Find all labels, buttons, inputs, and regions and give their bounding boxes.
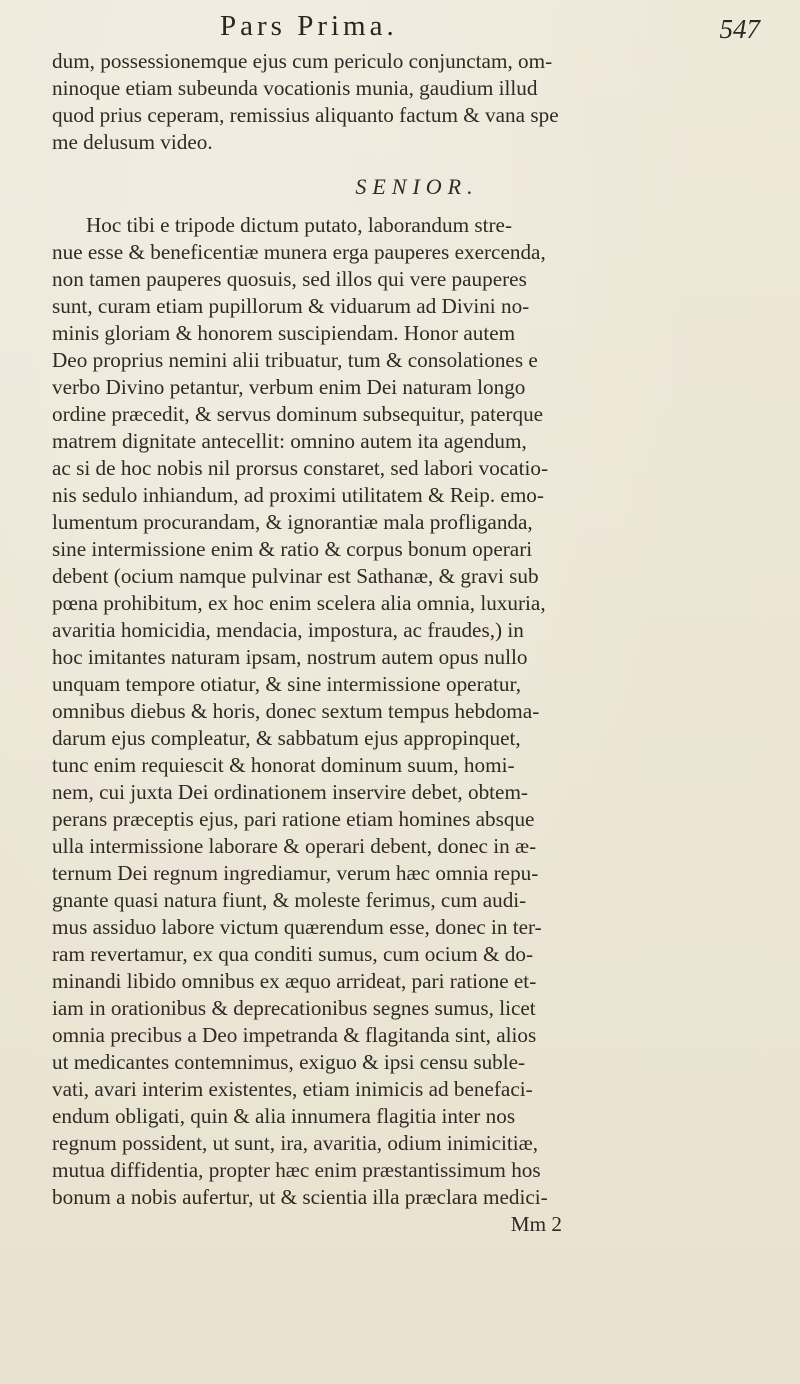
text-line: nis sedulo inhiandum, ad proximi utilitatem & Reip. emo-: [52, 483, 544, 507]
text-line: non tamen pauperes quosuis, sed illos qui vere pauperes: [52, 267, 527, 291]
text-line: Deo proprius nemini alii tribuatur, tum & consolationes e: [52, 348, 538, 372]
text-line: vati, avari interim existentes, etiam inimicis ad benefaci-: [52, 1077, 533, 1101]
text-line: minandi libido omnibus ex æquo arrideat, pari ratione et-: [52, 969, 537, 993]
running-head: [60, 10, 760, 50]
text-line: sunt, curam etiam pupillorum & viduarum ad Divini no-: [52, 294, 530, 318]
text-line: avaritia homicidia, mendacia, impostura, ac fraudes,) in: [52, 618, 524, 642]
text-line: gnante quasi natura fiunt, & moleste ferimus, cum audi-: [52, 888, 527, 912]
text-line: pœna prohibitum, ex hoc enim scelera alia omnia, luxuria,: [52, 591, 546, 615]
text-line: ordine præcedit, & servus dominum subsequitur, paterque: [52, 402, 544, 426]
text-line: iam in orationibus & deprecationibus segnes sumus, licet: [52, 996, 536, 1020]
text-line: ninoque etiam subeunda vocationis munia, gaudium illud: [52, 76, 538, 100]
text-line: unquam tempore otiatur, & sine intermissione operatur,: [52, 672, 522, 696]
text-line: me delusum video.: [52, 130, 213, 154]
text-line: ram revertamur, ex qua conditi sumus, cum ocium & do-: [52, 942, 534, 966]
text-line: quod prius ceperam, remissius aliquanto factum & vana spe: [52, 103, 559, 127]
text-line: nem, cui juxta Dei ordinationem inservire debet, obtem-: [52, 780, 528, 804]
text-line: minis gloriam & honorem suscipiendam. Honor autem: [52, 321, 516, 345]
text-block: [52, 48, 762, 1238]
text-line: lumentum procurandam, & ignorantiæ mala profliganda,: [52, 510, 533, 534]
speaker-heading: SENIOR.: [355, 174, 479, 199]
text-line: verbo Divino petantur, verbum enim Dei naturam longo: [52, 375, 526, 399]
text-line: sine intermissione enim & ratio & corpus bonum operari: [52, 537, 533, 561]
paragraph-continuation: [52, 48, 762, 156]
text-line: ternum Dei regnum ingrediamur, verum hæc omnia repu-: [52, 861, 539, 885]
signature-mark: Mm 2: [510, 1212, 562, 1236]
text-line: nue esse & beneficentiæ munera erga pauperes exercenda,: [52, 240, 546, 264]
text-line: regnum possident, ut sunt, ira, avaritia, odium inimicitiæ,: [52, 1131, 539, 1155]
text-line: endum obligati, quin & alia innumera flagitia inter nos: [52, 1104, 516, 1128]
text-line: darum ejus compleatur, & sabbatum ejus appropinquet,: [52, 726, 521, 750]
text-line: perans præceptis ejus, pari ratione etiam homines absque: [52, 807, 535, 831]
paragraph-senior: [52, 212, 762, 1211]
text-line: bonum a nobis aufertur, ut & scientia illa præclara medici-: [52, 1185, 548, 1209]
text-line: hoc imitantes naturam ipsam, nostrum autem opus nullo: [52, 645, 528, 669]
text-line: dum, possessionemque ejus cum periculo conjunctam, om-: [52, 49, 553, 73]
text-line: omnibus diebus & horis, donec sextum tempus hebdoma-: [52, 699, 540, 723]
text-line: Hoc tibi e tripode dictum putato, laborandum stre-: [86, 213, 512, 237]
text-line: ac si de hoc nobis nil prorsus constaret, sed labori vocatio-: [52, 456, 549, 480]
text-line: ulla intermissione laborare & operari debent, donec in æ-: [52, 834, 537, 858]
text-line: mus assiduo labore victum quærendum esse, donec in ter-: [52, 915, 542, 939]
page-number: 547: [719, 14, 760, 44]
text-line: debent (ocium namque pulvinar est Sathanæ, & gravi sub: [52, 564, 539, 588]
running-title: Pars Prima.: [220, 10, 398, 42]
text-line: matrem dignitate antecellit: omnino autem ita agendum,: [52, 429, 527, 453]
text-line: tunc enim requiescit & honorat dominum suum, homi-: [52, 753, 515, 777]
text-line: ut medicantes contemnimus, exiguo & ipsi censu suble-: [52, 1050, 526, 1074]
text-line: mutua diffidentia, propter hæc enim præstantissimum hos: [52, 1158, 541, 1182]
text-line: omnia precibus a Deo impetranda & flagitanda sint, alios: [52, 1023, 537, 1047]
